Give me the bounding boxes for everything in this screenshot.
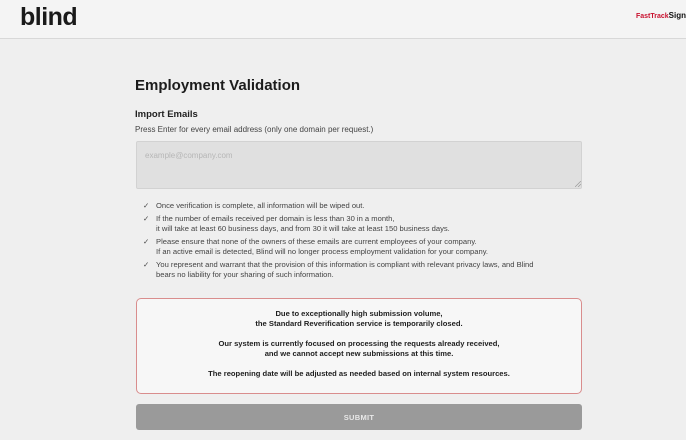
note-text: bears no liability for your sharing of such information. (156, 270, 334, 279)
header-actions (636, 11, 686, 20)
list-item (143, 260, 583, 280)
notice-text: The reopening date will be adjusted as needed based on internal system resources. (208, 369, 510, 378)
notice-text: and we cannot accept new submissions at this time. (264, 349, 454, 358)
list-item (143, 214, 583, 234)
blind-logo[interactable]: blind (20, 3, 78, 31)
list-item (143, 201, 583, 211)
submit-button[interactable]: SUBMIT (136, 404, 582, 430)
top-navigation-bar (0, 0, 686, 39)
checkmark-icon: ✓ (143, 260, 150, 269)
list-item (143, 237, 583, 257)
notice-text: the Standard Reverification service is temporarily closed. (255, 319, 463, 328)
import-emails-help-text: Press Enter for every email address (only one domain per request.) (135, 125, 374, 134)
checkmark-icon: ✓ (143, 214, 150, 223)
note-text: If an active email is detected, Blind will no longer process employment validation for your company. (156, 247, 489, 256)
notice-text: Due to exceptionally high submission volume, (275, 309, 443, 318)
notice-paragraph (137, 309, 581, 329)
note-text: Please ensure that none of the owners of these emails are current employees of your company. (156, 237, 477, 246)
email-input[interactable] (136, 141, 582, 189)
notice-text: Our system is currently focused on processing the requests already received, (218, 339, 500, 348)
checkmark-icon: ✓ (143, 201, 150, 210)
note-text: You represent and warrant that the provision of this information is compliant with relevant privacy laws, and Blind (156, 260, 534, 269)
sign-in-link[interactable]: Sign (668, 11, 686, 20)
resize-handle-icon[interactable] (575, 181, 581, 187)
note-text: it will take at least 60 business days, and from 30 it will take at least 150 business days. (156, 224, 450, 233)
fasttrack-link[interactable]: FastTrack (635, 13, 669, 20)
note-text: If the number of emails received per domain is less than 30 in a month, (156, 214, 395, 223)
page-title: Employment Validation (135, 77, 301, 94)
terms-list (143, 201, 583, 283)
checkmark-icon: ✓ (143, 237, 150, 246)
notice-paragraph (137, 339, 581, 359)
notice-paragraph (137, 369, 581, 379)
service-closed-notice (136, 298, 582, 394)
note-text: Once verification is complete, all information will be wiped out. (156, 201, 365, 210)
import-emails-label: Import Emails (135, 109, 198, 120)
